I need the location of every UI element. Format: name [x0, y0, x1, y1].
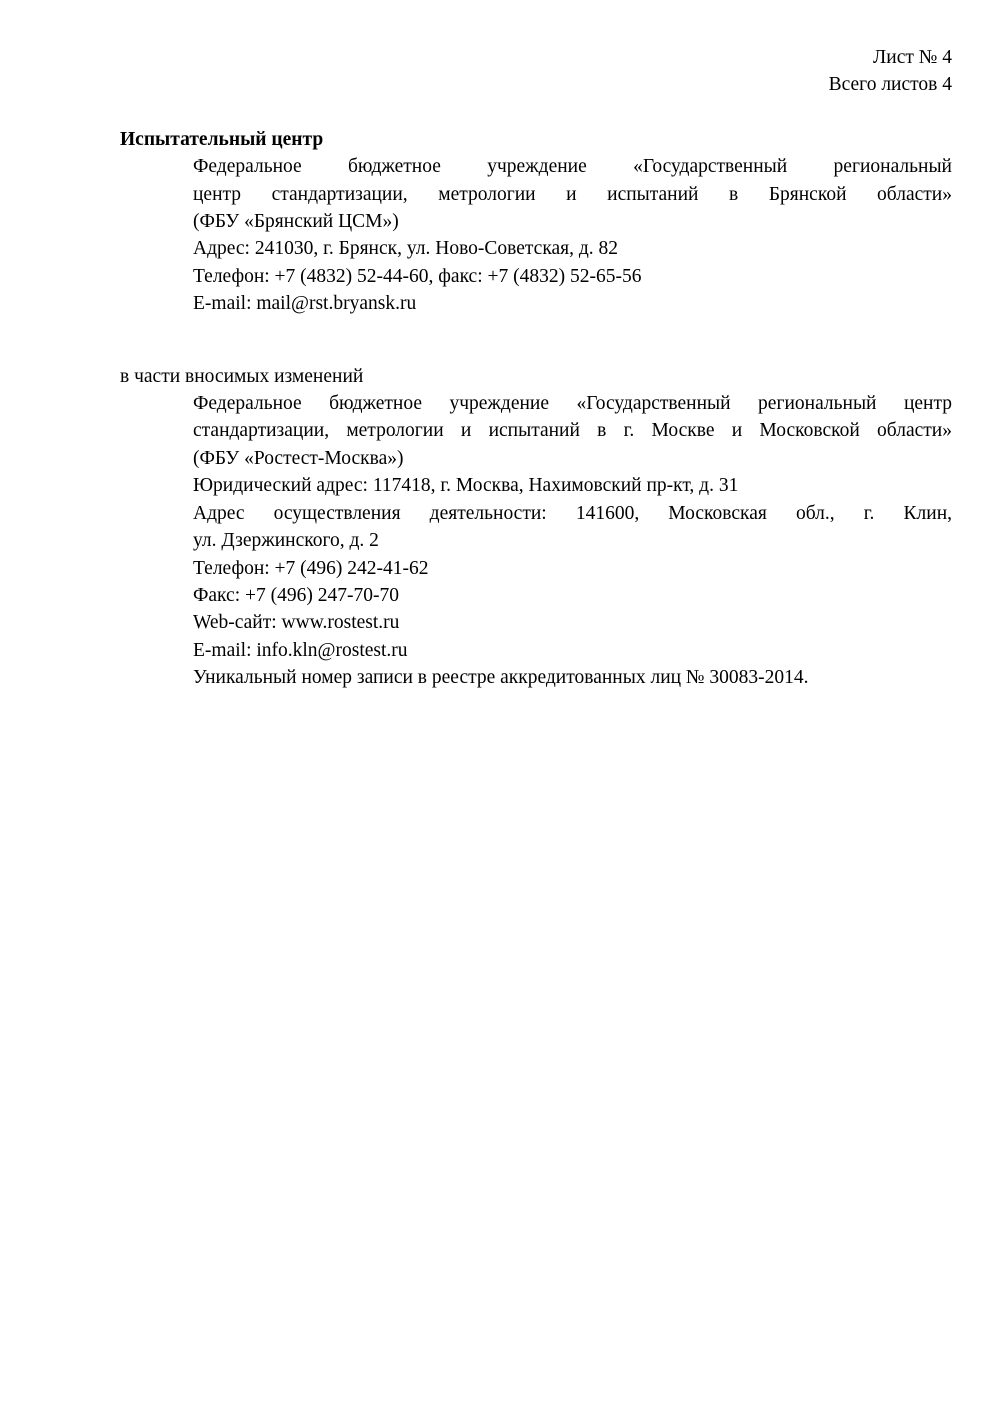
org-name-line: Федеральное бюджетное учреждение «Государственный региональный — [193, 156, 952, 178]
page-header — [120, 44, 952, 99]
phone-line: Телефон: +7 (4832) 52-44-60, факс: +7 (4832) 52-65-56 — [193, 265, 642, 287]
legal-address-line: Юридический адрес: 117418, г. Москва, Нахимовский пр-кт, д. 31 — [193, 475, 739, 497]
activity-address-line: Адрес осуществления деятельности: 141600, Московская обл., г. Клин, — [193, 502, 952, 524]
fax-line: Факс: +7 (496) 247-70-70 — [193, 584, 399, 606]
email-line: E-mail: info.kln@rostest.ru — [193, 639, 408, 661]
phone-line: Телефон: +7 (496) 242-41-62 — [193, 557, 429, 579]
org-name-line: центр стандартизации, метрологии и испытаний в Брянской области» — [193, 183, 952, 205]
testing-center-heading: Испытательный центр — [120, 128, 324, 150]
testing-center-details — [193, 153, 952, 317]
org-name-line: (ФБУ «Брянский ЦСМ») — [193, 211, 399, 233]
changes-section-details — [193, 390, 952, 691]
org-name-line: стандартизации, метрологии и испытаний в г. Москве и Московской области» — [193, 420, 952, 442]
sheet-number: Лист № 4 — [873, 47, 952, 68]
activity-address-line: ул. Дзержинского, д. 2 — [193, 530, 379, 552]
total-sheets: Всего листов 4 — [828, 74, 952, 96]
changes-section-label: в части вносимых изменений — [120, 365, 364, 387]
org-name-line: (ФБУ «Ростест-Москва») — [193, 447, 404, 469]
address-line: Адрес: 241030, г. Брянск, ул. Ново-Советская, д. 82 — [193, 238, 619, 260]
website-line: Web-сайт: www.rostest.ru — [193, 612, 400, 634]
email-line: E-mail: mail@rst.bryansk.ru — [193, 293, 417, 315]
org-name-line: Федеральное бюджетное учреждение «Государственный региональный центр — [193, 393, 952, 415]
registry-record-line: Уникальный номер записи в реестре аккредитованных лиц № 30083-2014. — [193, 667, 809, 689]
